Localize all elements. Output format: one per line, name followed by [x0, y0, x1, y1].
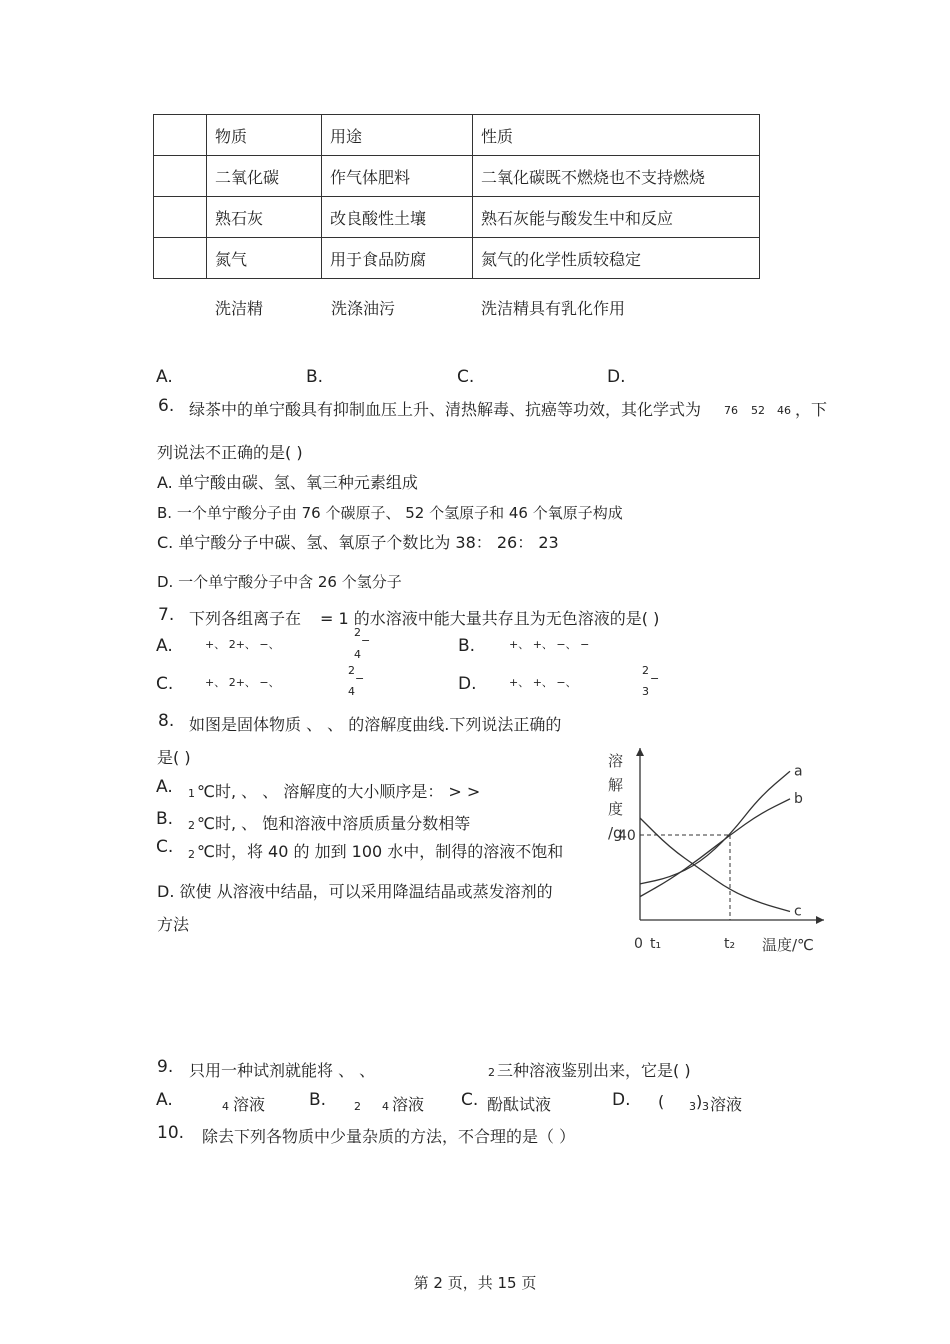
q7-option-a-minus: − [361, 634, 371, 647]
q9-option-c: C. [461, 1090, 479, 1110]
q7-option-c-minus: − [355, 672, 365, 685]
table-cell: 氮气的化学性质较稳定 [473, 238, 760, 279]
q9-option-d: D. [612, 1090, 631, 1110]
q7-text-a: 下列各组离子在 [189, 609, 302, 628]
q5-option-a: A. [156, 367, 173, 387]
q9-option-a-text: 溶液 [233, 1095, 266, 1114]
q7-option-c-frac-bot: 4 [348, 685, 355, 698]
q8-option-a-text: ℃时, 、 、 溶解度的大小顺序是： > > [197, 782, 481, 801]
series-line-a [640, 771, 790, 884]
q6-formula-o-sub: 46 [777, 404, 791, 417]
y-axis-label-char: 度 [608, 800, 624, 818]
q7-option-d: D. [458, 674, 477, 694]
q7-option-d-marks: +、 +、 −、 [509, 676, 577, 689]
q7-option-d-frac-top: 2 [642, 664, 649, 677]
table-cell: 熟石灰 [207, 197, 322, 238]
q8-text: 如图是固体物质 、 、 的溶解度曲线.下列说法正确的 [189, 715, 562, 734]
q6-option-b: B. 一个单宁酸分子由 76 个碳原子、 52 个氢原子和 46 个氧原子构成 [157, 504, 623, 522]
origin-label: 0 [634, 936, 643, 952]
q9-option-d-paren: ( [658, 1092, 665, 1111]
series-label-a: a [794, 763, 803, 780]
table-row-unbordered-substance: 洗洁精 [215, 299, 264, 318]
series-line-c [640, 818, 790, 912]
q6-formula-h-sub: 52 [751, 404, 765, 417]
x-tick-label: t₂ [724, 936, 736, 952]
q6-option-c: C. 单宁酸分子中碳、氢、氧原子个数比为 38： 26： 23 [157, 533, 559, 552]
q6-option-a: A. 单宁酸由碳、氢、氧三种元素组成 [157, 473, 418, 492]
series-label-c: c [794, 903, 802, 920]
table-row [154, 197, 760, 238]
q7-option-b-marks: +、 +、 −、 − [509, 638, 590, 651]
q8-option-c-text: ℃时，将 40 的 加到 100 水中，制得的溶液不饱和 [197, 842, 564, 861]
q6-text-line2: 列说法不正确的是( ) [157, 443, 303, 462]
table-row-unbordered-property: 洗洁精具有乳化作用 [481, 299, 626, 318]
q6-formula-c-sub: 76 [724, 404, 738, 417]
q7-option-d-minus: − [650, 672, 660, 685]
q8-option-c-label: C. [156, 837, 174, 857]
table-cell: 改良酸性土壤 [322, 197, 473, 238]
q8-option-c-sub: 2 [188, 848, 195, 861]
table-cell: 熟石灰能与酸发生中和反应 [473, 197, 760, 238]
q8-option-b-sub: 2 [188, 819, 195, 832]
q7-option-c: C. [156, 674, 174, 694]
q8-text-line2: 是( ) [157, 748, 191, 767]
q7-option-c-frac-top: 2 [348, 664, 355, 677]
q8-option-a-sub: 1 [188, 787, 195, 800]
q10-text: 除去下列各物质中少量杂质的方法，不合理的是（ ） [202, 1127, 576, 1146]
table-cell [154, 238, 207, 279]
q5-option-b: B. [306, 367, 324, 387]
series-line-b [640, 799, 790, 897]
y-axis-label-char: 解 [608, 776, 624, 794]
q9-option-d-sub2: 3 [702, 1100, 709, 1113]
q9-option-b-sub2: 4 [382, 1100, 389, 1113]
y-axis-label-char: 溶 [608, 752, 624, 770]
q9-option-a-sub: 4 [222, 1100, 229, 1113]
q9-option-b-text: 溶液 [392, 1095, 425, 1114]
q8-number: 8. [158, 711, 175, 731]
table-header-cell: 用途 [322, 115, 473, 156]
q8-option-d-line1: D. 欲使 从溶液中结晶，可以采用降温结晶或蒸发溶剂的 [157, 882, 553, 901]
y-tick-label: 40 [618, 828, 636, 844]
q9-text: 只用一种试剂就能将 、 、 [189, 1061, 376, 1080]
table-cell: 二氧化碳既不燃烧也不支持燃烧 [473, 156, 760, 197]
q8-option-a-label: A. [156, 777, 173, 797]
q5-option-d: D. [607, 367, 626, 387]
q7-option-c-marks: +、 2+、 −、 [205, 676, 280, 689]
table-cell: 氮气 [207, 238, 322, 279]
table-row-unbordered-use: 洗涤油污 [331, 299, 396, 318]
q5-table [153, 114, 760, 279]
q7-option-d-frac-bot: 3 [642, 685, 649, 698]
q9-option-a: A. [156, 1090, 173, 1110]
q9-option-c-text: 酚酞试液 [487, 1095, 552, 1114]
table-cell [154, 156, 207, 197]
q9-sub: 2 [488, 1066, 495, 1079]
q7-option-a: A. [156, 636, 173, 656]
table-cell: 作气体肥料 [322, 156, 473, 197]
q9-text-after: 三种溶液鉴别出来，它是( ) [497, 1061, 691, 1080]
q6-option-d: D. 一个单宁酸分子中含 26 个氢分子 [157, 573, 402, 591]
q7-number: 7. [158, 605, 175, 625]
q8-option-b-label: B. [156, 809, 174, 829]
q8-option-b-text: ℃时, 、 饱和溶液中溶质质量分数相等 [197, 814, 471, 833]
table-row [154, 156, 760, 197]
q6-text-after: ，下 [795, 400, 828, 419]
x-axis-arrow [816, 916, 824, 924]
q9-option-d-sub: 3 [689, 1100, 696, 1113]
y-axis-arrow [636, 748, 644, 756]
q8-option-d-line2: 方法 [157, 915, 190, 934]
q7-option-b: B. [458, 636, 476, 656]
table-row [154, 115, 760, 156]
q5-option-c: C. [457, 367, 475, 387]
q7-option-a-frac-top: 2 [354, 626, 361, 639]
series-label-b: b [794, 790, 803, 807]
q9-option-d-close: ) [696, 1092, 703, 1111]
q7-option-a-marks: +、 2+、 −、 [205, 638, 280, 651]
solubility-chart [600, 740, 840, 960]
table-header-cell: 性质 [473, 115, 760, 156]
q7-option-a-frac-bot: 4 [354, 648, 361, 661]
table-cell [154, 197, 207, 238]
q6-number: 6. [158, 396, 175, 416]
q7-text-b: = 1 的水溶液中能大量共存且为无色溶液的是( ) [320, 609, 660, 628]
q9-option-b-sub1: 2 [354, 1100, 361, 1113]
x-tick-label: t₁ [650, 936, 662, 952]
q6-text: 绿茶中的单宁酸具有抑制血压上升、清热解毒、抗癌等功效，其化学式为 [189, 400, 702, 419]
table-row [154, 238, 760, 279]
y-axis-label-char: /g [608, 824, 623, 842]
table-cell: 用于食品防腐 [322, 238, 473, 279]
q9-option-b: B. [309, 1090, 327, 1110]
q9-number: 9. [157, 1057, 174, 1077]
table-cell: 二氧化碳 [207, 156, 322, 197]
page-footer: 第 2 页，共 15 页 [413, 1274, 537, 1292]
q9-option-d-text: 溶液 [710, 1095, 743, 1114]
table-cell [154, 115, 207, 156]
table-header-cell: 物质 [207, 115, 322, 156]
q10-number: 10. [157, 1123, 185, 1143]
x-axis-label: 温度/℃ [762, 936, 814, 954]
